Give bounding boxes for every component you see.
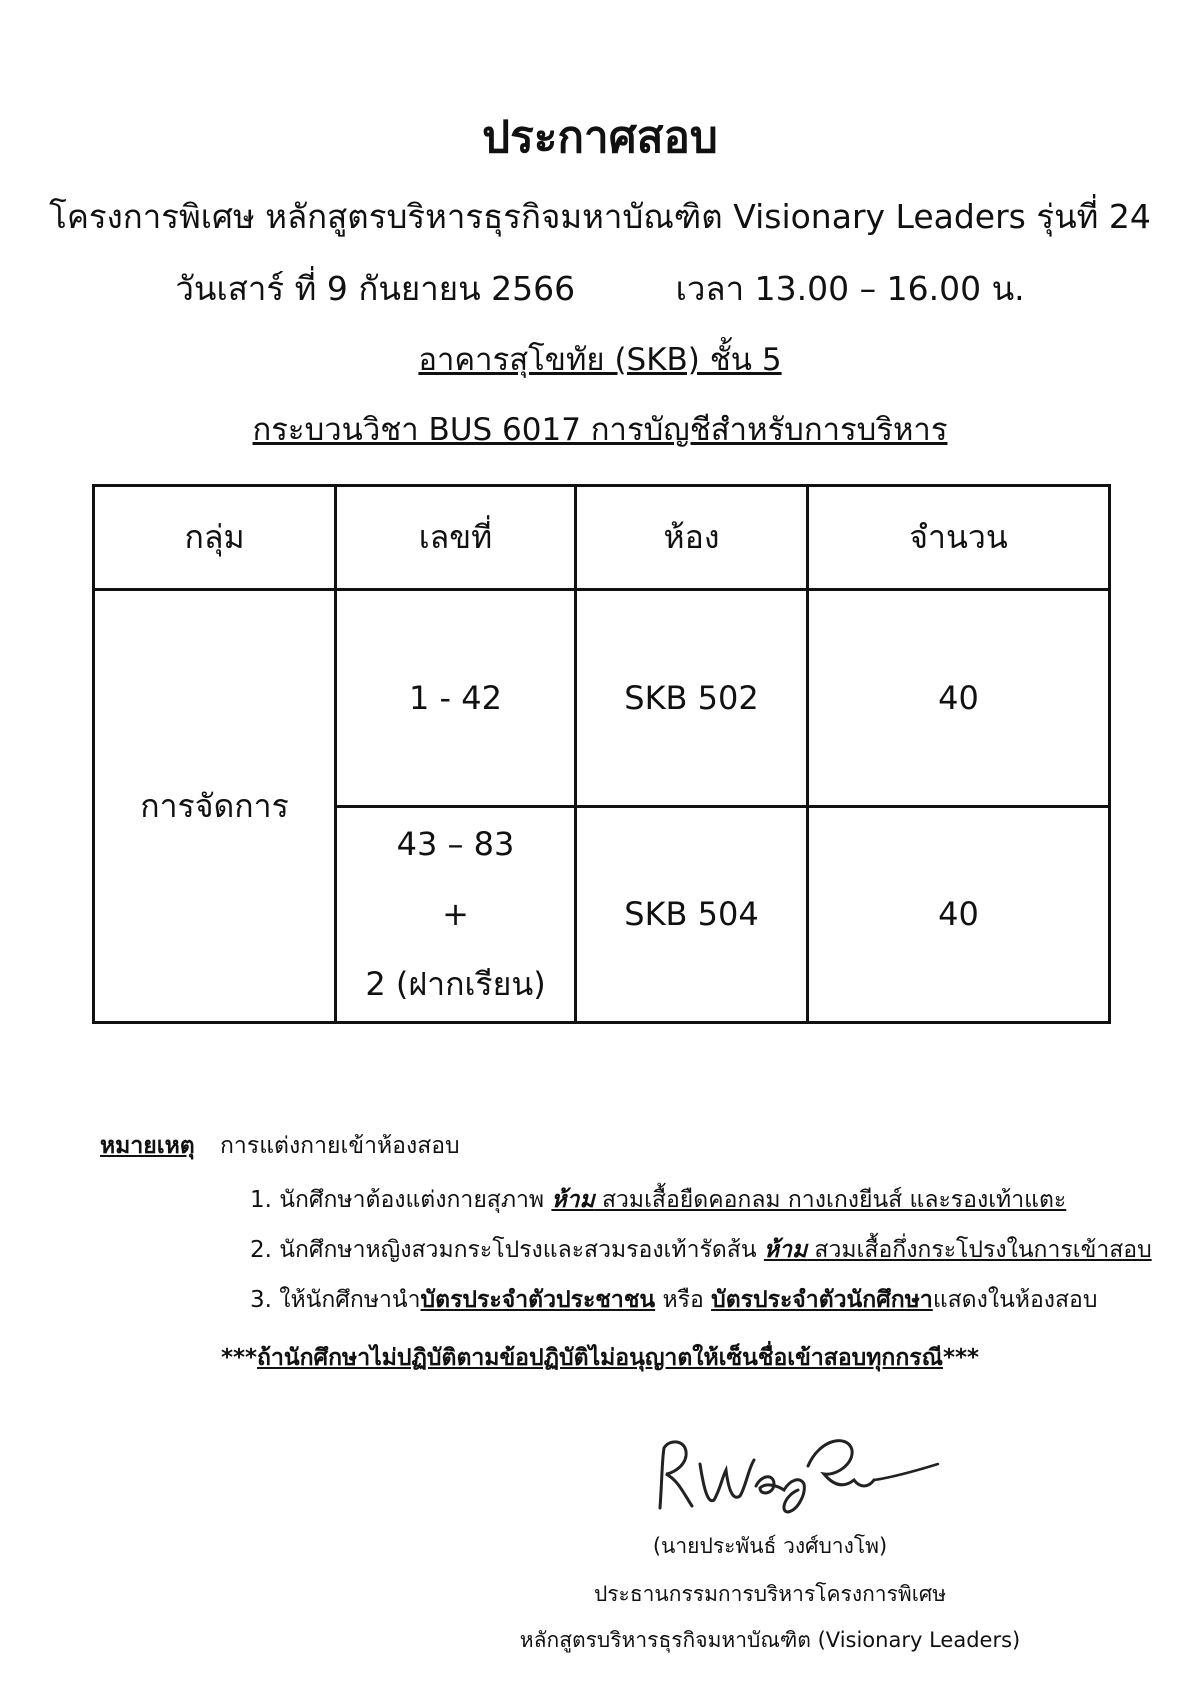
- signatory-position: ประธานกรรมการบริหารโครงการพิเศษ: [593, 1582, 947, 1606]
- seat-range-cell: 1 - 42: [336, 590, 576, 806]
- page-title: ประกาศสอบ: [482, 112, 718, 163]
- rule-text: 1. นักศึกษาต้องแต่งกายสุภาพ: [250, 1187, 552, 1213]
- forbid-word: ห้าม: [551, 1187, 595, 1213]
- dress-code-heading: การแต่งกายเข้าห้องสอบ: [220, 1133, 460, 1159]
- exam-time: เวลา 13.00 – 16.00 น.: [675, 269, 1025, 308]
- rule-text: แสดงในห้องสอบ: [932, 1287, 1098, 1313]
- dress-rule-3: [250, 1282, 1097, 1318]
- seat-range-cell: [336, 806, 576, 1022]
- table-row: [94, 590, 1110, 806]
- header-seat-number: เลขที่: [336, 486, 576, 590]
- notes-heading: [100, 1128, 460, 1164]
- dress-rule-2: [250, 1232, 1152, 1268]
- exam-building: อาคารสุโขทัย (SKB) ชั้น 5: [418, 342, 782, 378]
- exam-course: กระบวนวิชา BUS 6017 การบัญชีสำหรับการบริหาร: [252, 412, 948, 448]
- warning-stars-left: ***: [220, 1345, 258, 1371]
- count-cell: 40: [808, 590, 1110, 806]
- rule-text: 2. นักศึกษาหญิงสวมกระโปรงและสวมรองเท้ารัดส้น: [250, 1237, 764, 1263]
- rule-text: สวมเสื้อกึ่งกระโปรงในการเข้าสอบ: [807, 1237, 1152, 1263]
- room-cell: SKB 502: [576, 590, 808, 806]
- rule-text: 3. ให้นักศึกษานำ: [250, 1287, 421, 1313]
- dress-rule-1: [250, 1182, 1066, 1218]
- warning-stars-right: ***: [942, 1345, 980, 1371]
- signatory-program: หลักสูตรบริหารธุรกิจมหาบัณฑิต (Visionary Leaders): [519, 1628, 1021, 1652]
- seat-range-extra: 2 (ฝากเรียน): [365, 965, 546, 1004]
- signature-image: [648, 1430, 948, 1520]
- id-card-text: บัตรประจำตัวประชาชน: [420, 1287, 656, 1313]
- program-subtitle: โครงการพิเศษ หลักสูตรบริหารธุรกิจมหาบัณฑิต Visionary Leaders รุ่นที่ 24: [49, 197, 1151, 236]
- warning-text: ถ้านักศึกษาไม่ปฏิบัติตามข้อปฏิบัติไม่อนุญาตให้เซ็นชื่อเข้าสอบทุกกรณี: [257, 1345, 943, 1371]
- rule-text: สวมเสื้อยืดคอกลม กางเกงยีนส์ และรองเท้าแตะ: [594, 1187, 1067, 1213]
- rule-text: หรือ: [655, 1287, 712, 1313]
- notes-label: หมายเหตุ: [100, 1133, 195, 1159]
- seat-range-plus: +: [442, 895, 469, 934]
- warning-note: [0, 1340, 1200, 1376]
- header-room: ห้อง: [576, 486, 808, 590]
- exam-room-table: [92, 484, 1111, 1024]
- header-group: กลุ่ม: [94, 486, 336, 590]
- student-card-text: บัตรประจำตัวนักศึกษา: [711, 1287, 933, 1313]
- forbid-word: ห้าม: [763, 1237, 808, 1263]
- room-cell: SKB 504: [576, 806, 808, 1022]
- signatory-name: (นายประพันธ์ วงศ์บางโพ): [652, 1534, 888, 1558]
- exam-date-line: [0, 262, 1200, 315]
- count-cell: 40: [808, 806, 1110, 1022]
- seat-range-line: 43 – 83: [396, 825, 515, 864]
- table-header-row: [94, 486, 1110, 590]
- group-cell: การจัดการ: [94, 590, 336, 1023]
- exam-date: วันเสาร์ ที่ 9 กันยายน 2566: [175, 269, 576, 308]
- header-count: จำนวน: [808, 486, 1110, 590]
